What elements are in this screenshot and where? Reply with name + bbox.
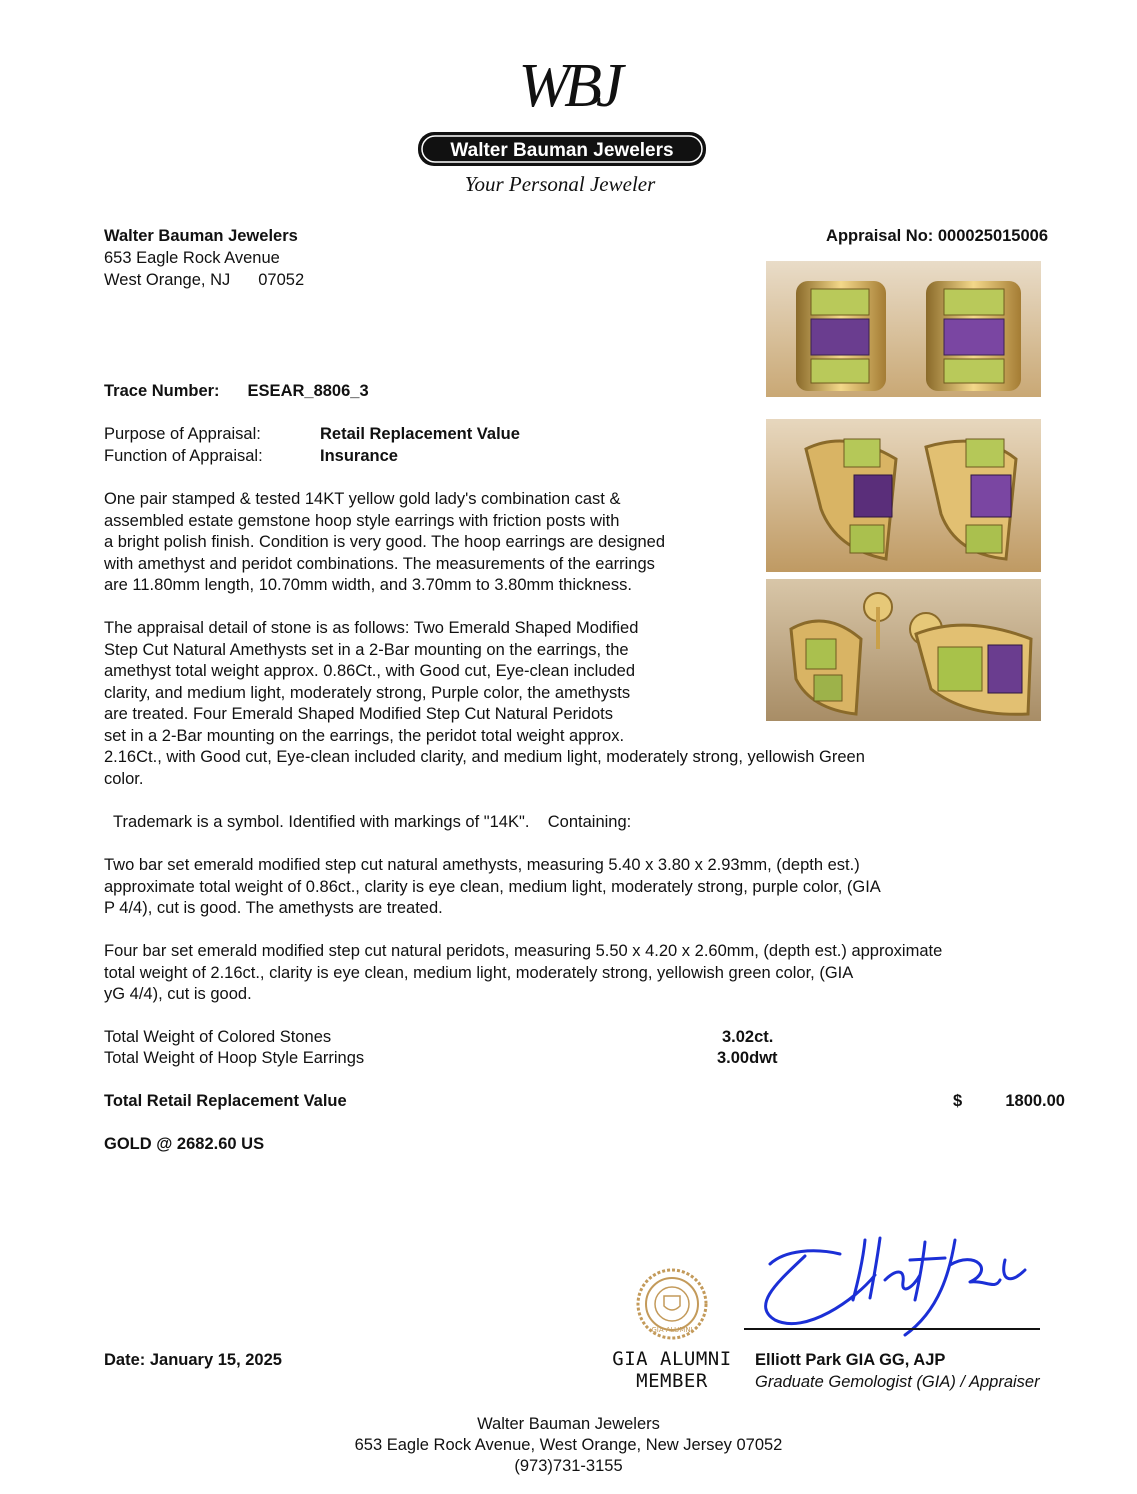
amethyst-line: approximate total weight of 0.86ct., clarity is eye clean, medium light, moderately strong, purple color, (GIA xyxy=(104,877,881,896)
stone-detail-line: Step Cut Natural Amethysts set in a 2-Bar mounting on the earrings, the xyxy=(104,640,629,659)
footer-name: Walter Bauman Jewelers xyxy=(477,1415,660,1433)
company-logo xyxy=(0,40,1137,200)
appraiser-name: Elliott Park GIA GG, AJP xyxy=(755,1351,946,1369)
function-label: Function of Appraisal: xyxy=(104,447,263,465)
item-description xyxy=(104,489,665,597)
amethyst-details xyxy=(104,855,881,920)
signature-line xyxy=(744,1328,1040,1330)
business-city-line xyxy=(104,270,304,292)
trace-label: Trace Number: xyxy=(104,382,220,400)
total-stones-value: 3.02ct. xyxy=(722,1028,774,1046)
logo-name: Walter Bauman Jewelers xyxy=(450,140,674,161)
stone-detail-line: are treated. Four Emerald Shaped Modified Step Cut Natural Peridots xyxy=(104,705,614,723)
gia-seal xyxy=(626,1268,718,1340)
business-zip: 07052 xyxy=(258,271,305,289)
description-line: assembled estate gemstone hoop style earrings with friction posts with xyxy=(104,511,620,530)
description-line: with amethyst and peridot combinations. The measurements of the earrings xyxy=(104,554,655,573)
stone-detail-line: color. xyxy=(104,769,144,788)
peridot-details xyxy=(104,941,942,1006)
footer xyxy=(0,1414,1137,1477)
trademark-line: Trademark is a symbol. Identified with markings of "14K". Containing: xyxy=(113,813,632,831)
appraisal-date: Date: January 15, 2025 xyxy=(104,1351,282,1369)
replacement-currency: $ xyxy=(953,1092,963,1110)
business-name: Walter Bauman Jewelers xyxy=(104,227,298,245)
stone-detail-line: The appraisal detail of stone is as follows: Two Emerald Shaped Modified xyxy=(104,619,639,637)
total-earrings-label: Total Weight of Hoop Style Earrings xyxy=(104,1049,365,1067)
function-value: Insurance xyxy=(320,447,398,465)
purpose-label: Purpose of Appraisal: xyxy=(104,425,261,443)
stone-detail-line: amethyst total weight approx. 0.86Ct., with Good cut, Eye-clean included xyxy=(104,662,636,680)
business-street: 653 Eagle Rock Avenue xyxy=(104,249,280,267)
description-line: a bright polish finish. Condition is very good. The hoop earrings are designed xyxy=(104,533,666,551)
gia-line-2: MEMBER xyxy=(636,1370,708,1392)
earring-photo-front xyxy=(766,261,1041,397)
stone-detail xyxy=(104,618,865,790)
appraiser-title: Graduate Gemologist (GIA) / Appraiser xyxy=(755,1373,1040,1391)
total-stones-label: Total Weight of Colored Stones xyxy=(104,1028,332,1046)
description-line: are 11.80mm length, 10.70mm width, and 3.70mm to 3.80mm thickness. xyxy=(104,576,632,594)
replacement-value: 1800.00 xyxy=(1005,1092,1065,1110)
appraiser-signature xyxy=(745,1220,1045,1338)
purpose-value: Retail Replacement Value xyxy=(320,425,520,443)
gold-price: GOLD @ 2682.60 US xyxy=(104,1135,265,1153)
stone-detail-line: set in a 2-Bar mounting on the earrings, the peridot total weight approx. xyxy=(104,726,625,745)
earring-photo-side xyxy=(766,579,1041,721)
replacement-label: Total Retail Replacement Value xyxy=(104,1092,347,1110)
stone-detail-line: clarity, and medium light, moderately strong, Purple color, the amethysts xyxy=(104,683,631,702)
trace-number-row xyxy=(104,381,369,403)
appraisal-number: Appraisal No: 000025015006 xyxy=(826,227,1048,245)
gia-seal-text: GIA ALUMNI xyxy=(651,1326,693,1334)
logo-tagline: Your Personal Jeweler xyxy=(464,172,656,196)
amethyst-line: Two bar set emerald modified step cut natural amethysts, measuring 5.40 x 3.80 x 2.93mm, (depth est.) xyxy=(104,856,860,874)
total-earrings-value: 3.00dwt xyxy=(717,1049,778,1067)
business-city: West Orange, NJ xyxy=(104,271,231,289)
description-line: One pair stamped & tested 14KT yellow gold lady's combination cast & xyxy=(104,490,621,508)
gia-line-1: GIA ALUMNI xyxy=(612,1348,732,1370)
earring-photo-angle xyxy=(766,419,1041,572)
gia-alumni-label xyxy=(612,1348,732,1392)
peridot-line: total weight of 2.16ct., clarity is eye clean, medium light, moderately strong, yellowish green color, (GIA xyxy=(104,963,854,982)
footer-address: 653 Eagle Rock Avenue, West Orange, New Jersey 07052 xyxy=(354,1436,783,1454)
amethyst-line: P 4/4), cut is good. The amethysts are treated. xyxy=(104,899,443,917)
footer-phone: (973)731-3155 xyxy=(514,1457,623,1475)
peridot-line: Four bar set emerald modified step cut natural peridots, measuring 5.50 x 4.20 x 2.60mm, (depth est.) approximate xyxy=(104,942,943,960)
stone-detail-line: 2.16Ct., with Good cut, Eye-clean included clarity, and medium light, moderately strong, yellowish Green xyxy=(104,748,865,766)
logo-monogram: WBJ xyxy=(518,52,618,120)
trace-value: ESEAR_8806_3 xyxy=(247,382,369,400)
peridot-line: yG 4/4), cut is good. xyxy=(104,985,252,1003)
